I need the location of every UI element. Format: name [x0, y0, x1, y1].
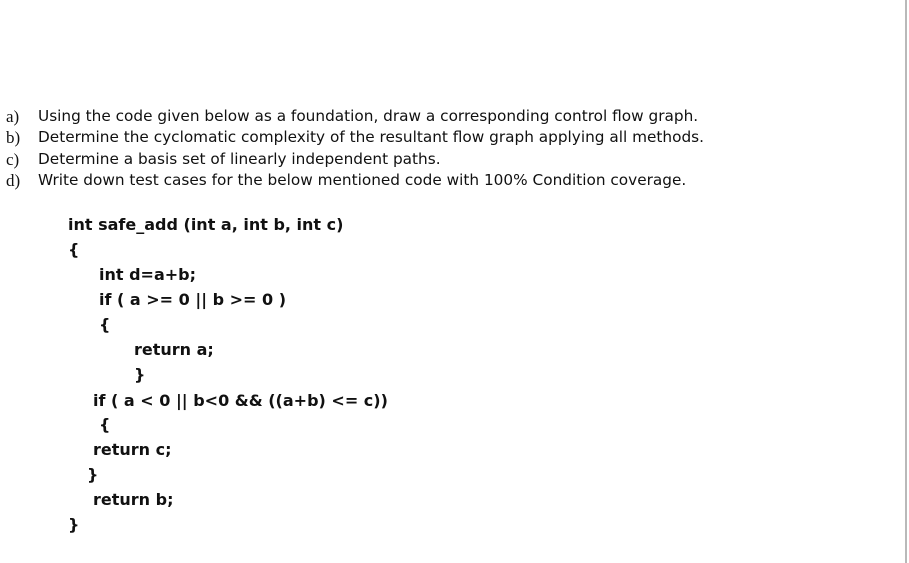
question-text: Determine a basis set of linearly independent paths. [38, 150, 441, 168]
question-label: b) [6, 128, 21, 147]
code-line: } [68, 515, 80, 534]
code-line: if ( a < 0 || b<0 && ((a+b) <= c)) [93, 391, 388, 410]
question-text: Write down test cases for the below mentioned code with 100% Condition coverage. [38, 171, 687, 189]
code-line: if ( a >= 0 || b >= 0 ) [99, 290, 287, 309]
question-label: d) [6, 171, 21, 190]
code-line: int d=a+b; [99, 265, 197, 284]
question-text: Determine the cyclomatic complexity of the resultant flow graph applying all methods. [38, 128, 705, 146]
code-line: return c; [93, 440, 172, 459]
question-text: Using the code given below as a foundation, draw a corresponding control flow graph. [38, 107, 699, 125]
code-line: return b; [93, 490, 174, 509]
code-line: } [87, 465, 99, 484]
code-line: { [68, 240, 80, 259]
code-line: } [134, 365, 146, 384]
page-edge-divider [905, 0, 907, 563]
question-label: a) [6, 107, 20, 126]
code-line: { [99, 315, 111, 334]
code-line: int safe_add (int a, int b, int c) [68, 215, 344, 234]
question-label: c) [6, 150, 20, 169]
code-line: { [99, 415, 111, 434]
code-line: return a; [134, 340, 214, 359]
